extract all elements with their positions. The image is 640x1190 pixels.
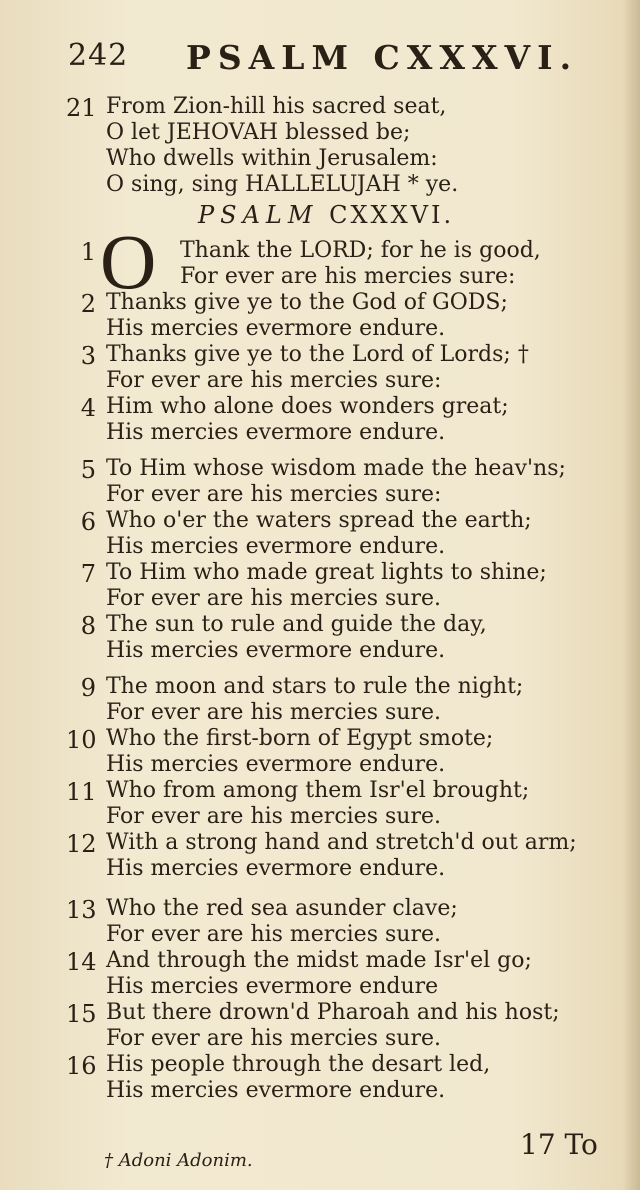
psalm-title-word: PSALM <box>198 201 319 229</box>
page-edge-shadow <box>622 0 640 1190</box>
verse-number: 6 <box>80 508 96 536</box>
verse-line: But there drown'd Pharoah and his host; <box>106 1000 560 1025</box>
verse-line: For ever are his mercies sure: <box>106 482 442 507</box>
verse-line: To Him who made great lights to shine; <box>106 560 547 585</box>
verse-line: For ever are his mercies sure: <box>106 368 442 393</box>
verse-line: With a strong hand and stretch'd out arm; <box>106 830 577 855</box>
verse-number: 16 <box>66 1052 97 1080</box>
psalm-title-numeral: CXXXVI. <box>329 201 455 229</box>
verse-number: 2 <box>80 290 96 318</box>
verse-number: 12 <box>66 830 97 858</box>
footnote: † Adoni Adonim. <box>104 1150 253 1171</box>
verse-line: His people through the desart led, <box>106 1052 491 1077</box>
verse-line: His mercies evermore endure. <box>106 420 446 445</box>
verse-line: His mercies evermore endure. <box>106 1078 446 1103</box>
verse-line: The moon and stars to rule the night; <box>106 674 524 699</box>
verse-line: For ever are his mercies sure. <box>106 1026 441 1051</box>
verse-line: Who dwells within Jerusalem: <box>106 146 438 171</box>
verse-line: For ever are his mercies sure. <box>106 922 441 947</box>
verse-number: 3 <box>80 342 96 370</box>
verse-line: His mercies evermore endure. <box>106 534 446 559</box>
verse-line: The sun to rule and guide the day, <box>106 612 487 637</box>
psalm-title <box>198 201 454 229</box>
verse-number: 14 <box>66 948 97 976</box>
verse-line: Who from among them Isr'el brought; <box>106 778 530 803</box>
verse-line: Thanks give ye to the Lord of Lords; † <box>106 342 529 367</box>
verse-line: Who o'er the waters spread the earth; <box>106 508 532 533</box>
verse-number: 7 <box>80 560 96 588</box>
verse-number: 8 <box>80 612 96 640</box>
verse-line: His mercies evermore endure. <box>106 638 446 663</box>
running-head: PSALM CXXXVI. <box>186 38 579 77</box>
page-header <box>68 38 579 82</box>
verse-line: For ever are his mercies sure: <box>180 264 516 289</box>
verse-line: Who the first-born of Egypt smote; <box>106 726 494 751</box>
verse-line: His mercies evermore endure <box>106 974 439 999</box>
catchword: 17 To <box>520 1128 598 1161</box>
verse-line: Who the red sea asunder clave; <box>106 896 458 921</box>
verse-line: Thank the LORD; for he is good, <box>180 238 541 263</box>
verse-number: 1 <box>80 238 96 266</box>
verse-line: For ever are his mercies sure. <box>106 804 441 829</box>
verse-line: His mercies evermore endure. <box>106 752 446 777</box>
verse-number: 21 <box>66 94 97 122</box>
verse-line: His mercies evermore endure. <box>106 316 446 341</box>
verse-number: 5 <box>80 456 96 484</box>
verse-number: 11 <box>66 778 97 806</box>
drop-cap: O <box>100 218 157 305</box>
verse-line: Him who alone does wonders great; <box>106 394 509 419</box>
verse-line: O sing, sing HALLELUJAH * ye. <box>106 172 459 197</box>
verse-line: From Zion-hill his sacred seat, <box>106 94 447 119</box>
verse-number: 15 <box>66 1000 97 1028</box>
verse-line: To Him whose wisdom made the heav'ns; <box>106 456 566 481</box>
page-number: 242 <box>68 38 129 73</box>
verse-line: For ever are his mercies sure. <box>106 700 441 725</box>
verse-number: 10 <box>66 726 97 754</box>
verse-line: Thanks give ye to the God of GODS; <box>106 290 508 315</box>
verse-line: O let JEHOVAH blessed be; <box>106 120 411 145</box>
verse-number: 13 <box>66 896 97 924</box>
verse-line: His mercies evermore endure. <box>106 856 446 881</box>
verse-line: For ever are his mercies sure. <box>106 586 441 611</box>
verse-line: And through the midst made Isr'el go; <box>106 948 532 973</box>
verse-number: 4 <box>80 394 96 422</box>
verse-number: 9 <box>80 674 96 702</box>
